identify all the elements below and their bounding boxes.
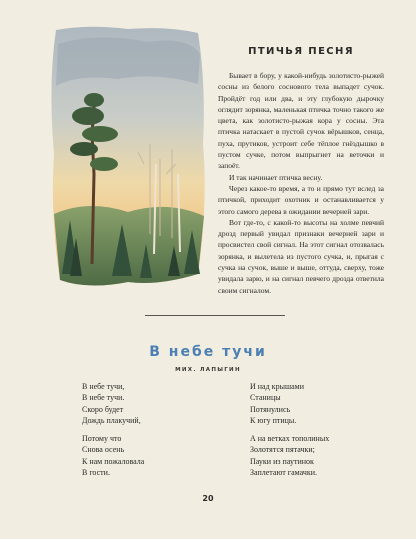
story-paragraph: Через какое-то время, а то и прямо тут вслед за птичкой, приходит охотник и останавливается у этого самого дерева в ожидании вечерней зари. <box>218 183 384 216</box>
poem-line: И над крышами <box>250 382 304 391</box>
poem-line: Пауки из паутинок <box>250 456 314 466</box>
forest-dawn-illustration <box>48 24 210 292</box>
poem-line: Снова осень <box>82 445 125 455</box>
poem-stanza-3 <box>250 381 304 426</box>
poem-line: К нам пожаловала <box>82 456 145 466</box>
page-number: 20 <box>202 494 214 503</box>
poem-line: В гости. <box>82 467 110 477</box>
poem-stanza-1 <box>82 381 141 426</box>
poem-line: А на ветках тополиных <box>250 434 330 443</box>
poem-title: В небе тучи <box>149 344 267 360</box>
poem-line: Золотятся пятачки; <box>250 445 315 455</box>
poem-author: МИХ. ЛАПЫГИН <box>175 367 241 373</box>
poem-line: Скоро будет <box>82 404 124 414</box>
poem-stanza-2 <box>82 433 144 478</box>
poem-stanza-4 <box>250 433 329 478</box>
section-divider <box>145 315 285 316</box>
poem-line: Дождь плакучий, <box>82 415 141 425</box>
poem-line: К югу птицы. <box>250 415 297 425</box>
story-paragraph: Бывает в бору, у какой-нибудь золотисто-рыжей сосны из белого соснового тела выпадет сучок. Пройдёт год или два, и эту глубокую дырочку оглядит зорянка, маленькая птичка точно такого же цвета, как золотисто-рыжая кора у сосны. Эта птичка натаскает в пустой сучок вёрышков, сенца, пуха, прутиков, устроит себе тёплое гнёздышко в пустом сучке, потом выпрыгнет на веточки и запоёт. <box>218 71 384 171</box>
story-paragraph: И так начинает птичка весну. <box>229 172 323 182</box>
poem-line: В небе тучи, <box>82 382 125 391</box>
poem-line: Станицы <box>250 393 281 403</box>
poem-line: Потому что <box>82 434 122 443</box>
story-title: ПТИЧЬЯ ПЕСНЯ <box>248 46 354 57</box>
story-paragraph: Вот где-то, с какой-то высоты на холме певчий дрозд первый увидал признаки вечерней зари и просвистел свой сигнал. На этот сигнал отозвалась зорянка, и вылетела из пустого сучка, и, прыгая с сучка на сучок, выше и выше, оттуда, сверху, тоже увидала зарю, и на сигнал певчего дрозда ответила своим сигналом. <box>218 217 384 295</box>
story-text <box>218 70 384 296</box>
poem-line: В небе тучи. <box>82 393 125 403</box>
poem-line: Потянулись <box>250 404 291 414</box>
poem-line: Заплетают гамачки. <box>250 467 318 477</box>
